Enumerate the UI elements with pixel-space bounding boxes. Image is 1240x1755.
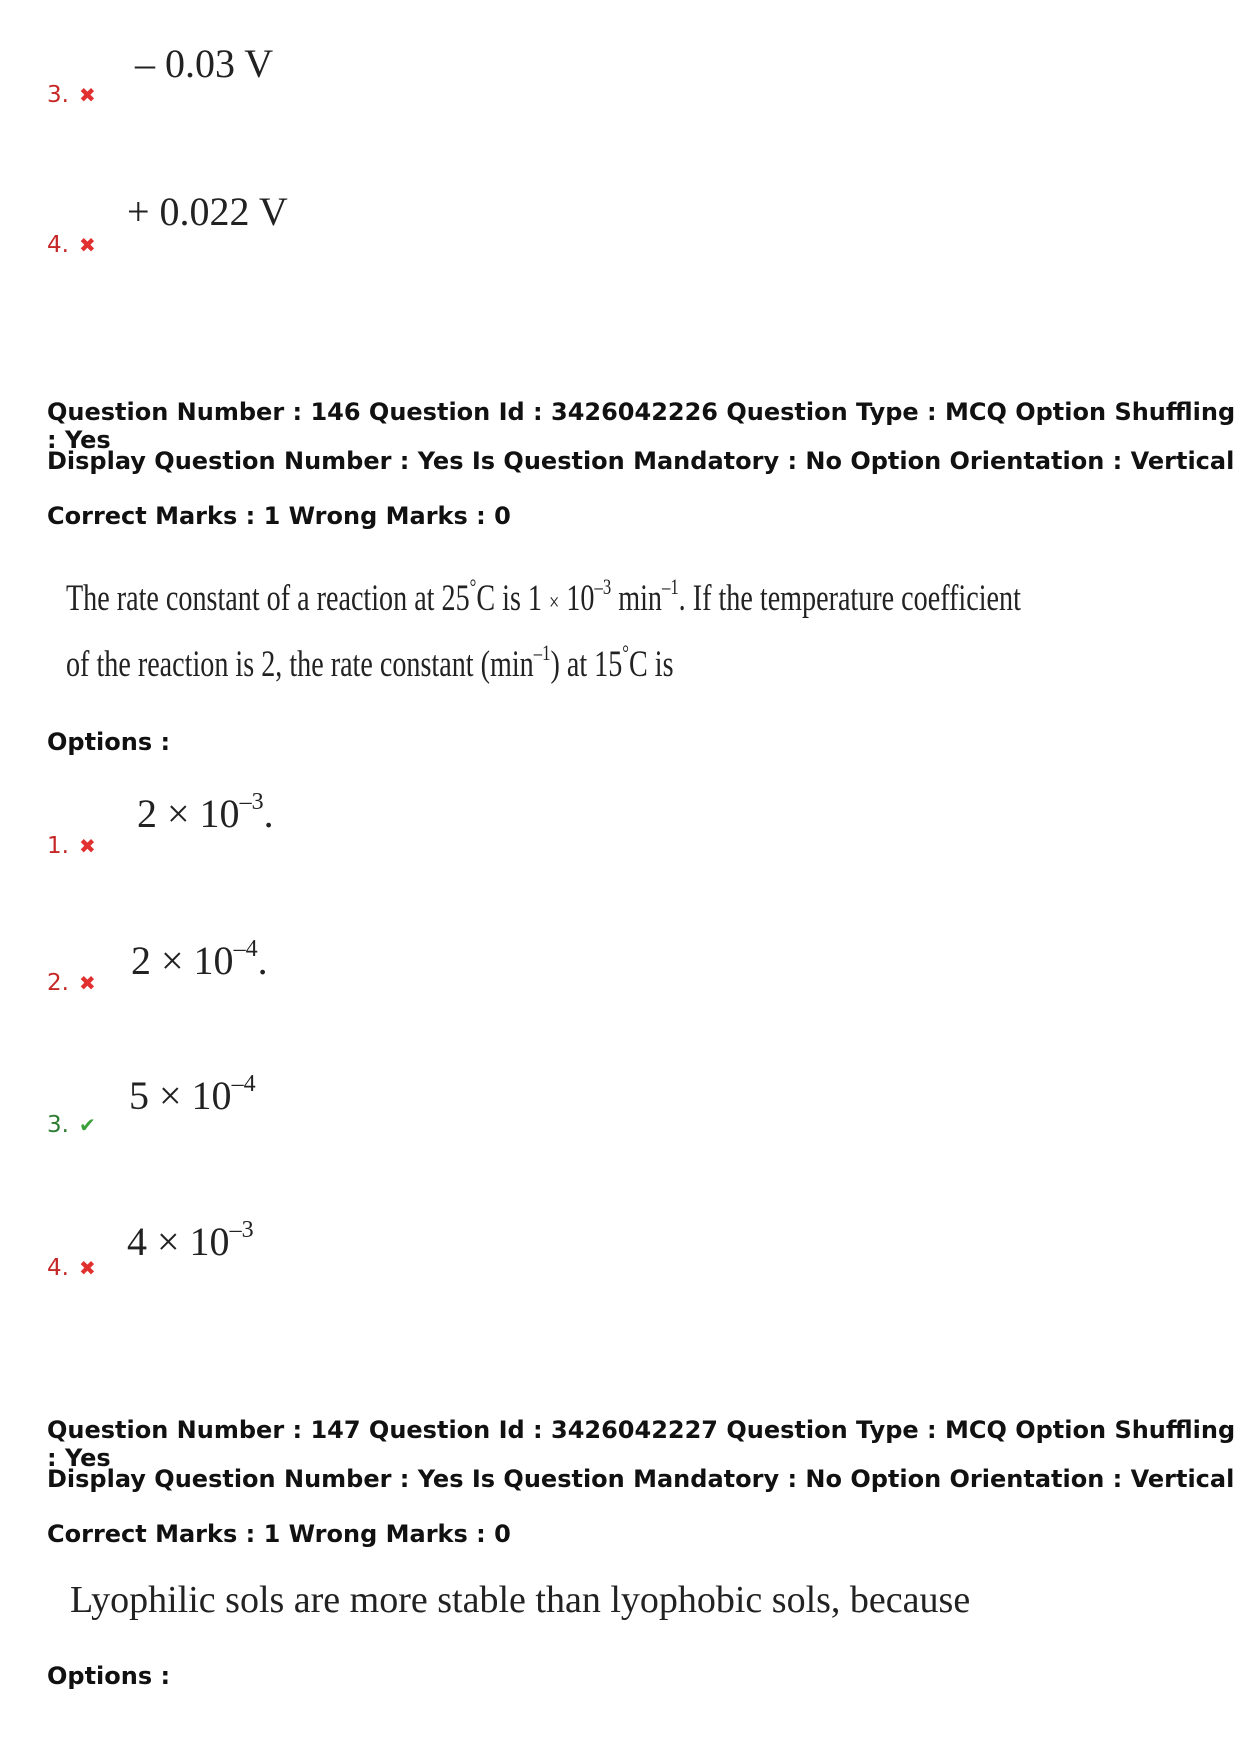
option-number	[47, 82, 96, 108]
options-label: Options :	[47, 728, 171, 756]
option-value	[127, 1218, 254, 1265]
option-base: 2 × 10	[131, 938, 234, 983]
times-symbol: ×	[549, 590, 560, 616]
exponent: –3	[229, 1217, 254, 1243]
question-text: 10	[559, 578, 595, 619]
question-text-line-2	[66, 640, 674, 686]
option-number	[47, 970, 96, 996]
question-text: of the reaction is 2, the rate constant (min	[66, 644, 534, 685]
option-base: 5 × 10	[129, 1073, 232, 1118]
option-index: 4.	[47, 1255, 69, 1281]
question-text: ) at 15	[550, 644, 623, 685]
option-value	[129, 1072, 256, 1119]
exponent: –3	[594, 574, 612, 599]
option-index: 2.	[47, 970, 69, 996]
question-text: C is 1	[476, 578, 550, 619]
option-index: 4.	[47, 232, 69, 258]
option-number	[47, 1112, 96, 1138]
wrong-mark-icon: ✖	[78, 83, 96, 107]
options-label: Options :	[47, 1662, 171, 1690]
option-value: – 0.03 V	[135, 41, 274, 86]
degree-symbol: °	[469, 574, 477, 599]
question-meta-line-1: Question Number : 147 Question Id : 3426042227 Question Type : MCQ Option Shuffling : Yes	[47, 1416, 1236, 1472]
option-value	[137, 790, 274, 837]
question-text-line-1	[66, 574, 1021, 620]
check-mark-icon: ✔	[78, 1113, 96, 1137]
question-meta-line-2: Display Question Number : Yes Is Question Mandatory : No Option Orientation : Vertical	[47, 447, 1235, 475]
question-text: min	[611, 578, 662, 619]
option-base: 4 × 10	[127, 1219, 230, 1264]
wrong-mark-icon: ✖	[78, 233, 96, 257]
option-index: 3.	[47, 1112, 69, 1138]
option-index: 3.	[47, 82, 69, 108]
option-number	[47, 833, 96, 859]
degree-symbol: °	[622, 640, 629, 665]
option-suffix: .	[263, 791, 274, 836]
question-text: . If the temperature coefficient	[678, 578, 1021, 619]
option-value	[131, 937, 268, 984]
question-meta-line-1: Question Number : 146 Question Id : 3426042226 Question Type : MCQ Option Shuffling : Yes	[47, 398, 1236, 454]
wrong-mark-icon: ✖	[78, 1256, 96, 1280]
wrong-mark-icon: ✖	[78, 971, 96, 995]
exponent: –1	[533, 640, 551, 665]
option-value: + 0.022 V	[127, 189, 288, 234]
option-number	[47, 1255, 96, 1281]
option-base: 2 × 10	[137, 791, 240, 836]
question-meta-line-3: Correct Marks : 1 Wrong Marks : 0	[47, 502, 511, 530]
option-index: 1.	[47, 833, 69, 859]
question-meta-line-3: Correct Marks : 1 Wrong Marks : 0	[47, 1520, 511, 1548]
question-text: The rate constant of a reaction at 25	[66, 578, 470, 619]
question-text: Lyophilic sols are more stable than lyophobic sols, because	[70, 1579, 971, 1621]
question-text: C is	[628, 644, 674, 685]
option-number	[47, 232, 96, 258]
exponent: –1	[661, 574, 679, 599]
exponent: –4	[233, 936, 258, 962]
question-meta-line-2: Display Question Number : Yes Is Question Mandatory : No Option Orientation : Vertical	[47, 1465, 1235, 1493]
option-suffix: .	[257, 938, 268, 983]
wrong-mark-icon: ✖	[78, 834, 96, 858]
exponent: –3	[239, 789, 264, 815]
exponent: –4	[231, 1071, 256, 1097]
